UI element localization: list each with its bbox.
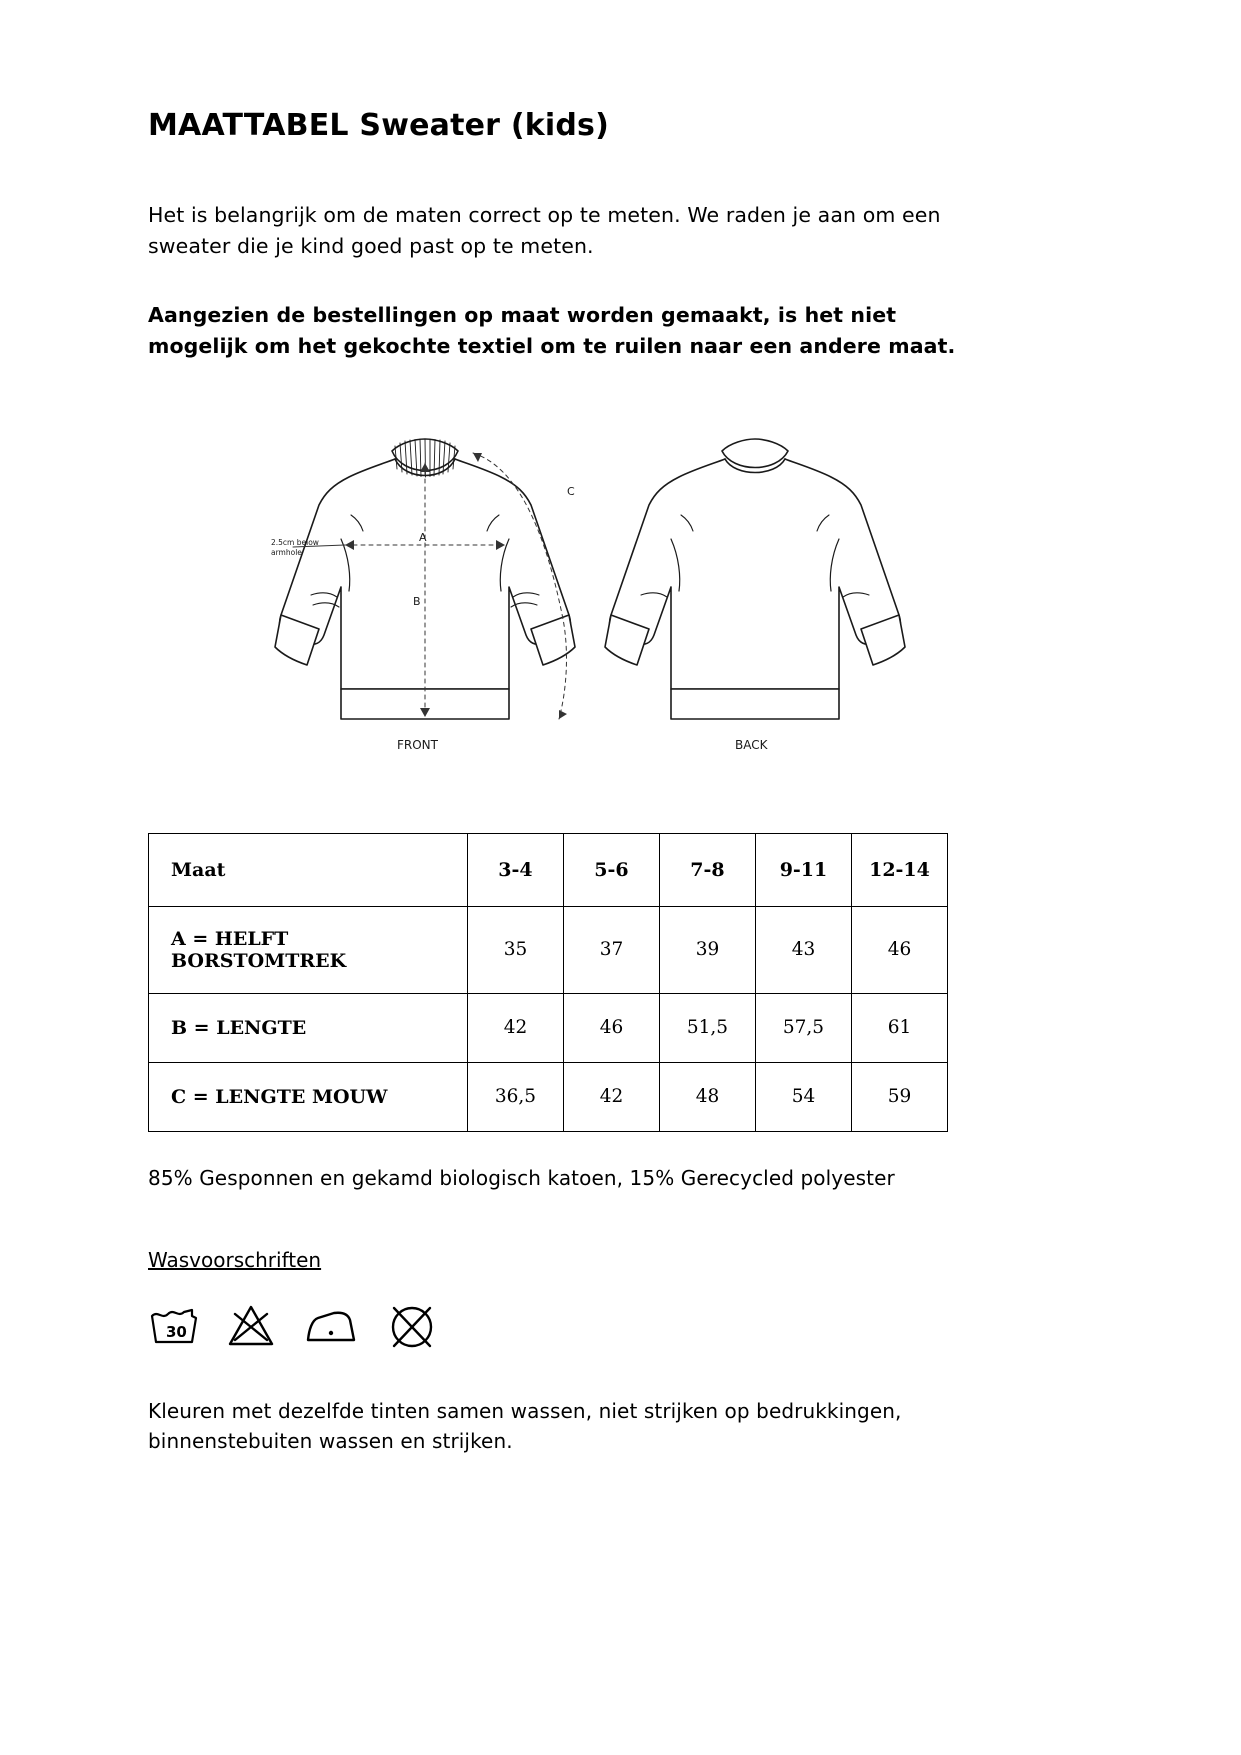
header-size-12-14: 12-14 — [851, 833, 947, 906]
header-maat: Maat — [149, 833, 468, 906]
table-row — [149, 1062, 948, 1131]
cell-c-7-8: 48 — [659, 1062, 755, 1131]
composition-text: 85% Gesponnen en gekamd biologisch katoen, 15% Gerecycled polyester — [148, 1165, 895, 1190]
row-label-c: C = LENGTE MOUW — [149, 1062, 468, 1131]
cell-a-5-6: 37 — [563, 906, 659, 993]
cell-b-12-14: 61 — [851, 993, 947, 1062]
wash-care-icons — [148, 1302, 1101, 1350]
sweater-measurement-diagram — [148, 419, 1101, 789]
header-size-5-6: 5-6 — [563, 833, 659, 906]
cell-b-3-4: 42 — [467, 993, 563, 1062]
size-table — [148, 833, 948, 1132]
no-dryclean-icon — [386, 1302, 438, 1350]
label-c: C — [566, 484, 575, 498]
cell-b-9-11: 57,5 — [755, 993, 851, 1062]
row-label-a: A = HELFT BORSTOMTREK — [149, 906, 468, 993]
cell-a-3-4: 35 — [467, 906, 563, 993]
wash-30-icon — [148, 1302, 200, 1350]
armhole-annotation: 2.5cm below — [270, 537, 319, 547]
cell-c-9-11: 54 — [755, 1062, 851, 1131]
wash-instructions-heading: Wasvoorschriften — [148, 1247, 322, 1272]
size-table-header — [149, 833, 948, 906]
label-back: BACK — [734, 737, 767, 752]
table-header-row — [149, 833, 948, 906]
cell-c-3-4: 36,5 — [467, 1062, 563, 1131]
cell-a-7-8: 39 — [659, 906, 755, 993]
notice-paragraph: Aangezien de bestellingen op maat worden gemaakt, is het niet mogelijk om het gekochte textiel om te ruilen naar een andere maat. — [148, 303, 956, 359]
table-row — [149, 993, 948, 1062]
back-sweater-illustration — [605, 439, 905, 719]
iron-low-icon — [302, 1302, 360, 1350]
front-sweater-illustration — [275, 439, 575, 719]
label-a: A — [418, 530, 427, 544]
no-bleach-icon — [226, 1302, 276, 1350]
cell-c-5-6: 42 — [563, 1062, 659, 1131]
wash-note-text: Kleuren met dezelfde tinten samen wassen, niet strijken op bedrukkingen, binnenstebuiten wassen en strijken. — [148, 1398, 902, 1453]
armhole-annotation-2: armhole — [270, 547, 302, 557]
intro-paragraph: Het is belangrijk om de maten correct op te meten. We raden je aan om een sweater die je kind goed past op te meten. — [148, 203, 941, 259]
cell-a-12-14: 46 — [851, 906, 947, 993]
header-size-9-11: 9-11 — [755, 833, 851, 906]
label-b: B — [412, 594, 421, 608]
cell-c-12-14: 59 — [851, 1062, 947, 1131]
cell-b-7-8: 51,5 — [659, 993, 755, 1062]
page-title: MAATTABEL Sweater (kids) — [148, 108, 610, 143]
row-label-b: B = LENGTE — [149, 993, 468, 1062]
header-size-3-4: 3-4 — [467, 833, 563, 906]
header-size-7-8: 7-8 — [659, 833, 755, 906]
cell-a-9-11: 43 — [755, 906, 851, 993]
size-table-body — [149, 906, 948, 1131]
label-front: FRONT — [396, 737, 438, 752]
cell-b-5-6: 46 — [563, 993, 659, 1062]
wash-temp-label: 30 — [166, 1322, 187, 1341]
sweater-diagram-svg — [245, 419, 1005, 789]
table-row — [149, 906, 948, 993]
